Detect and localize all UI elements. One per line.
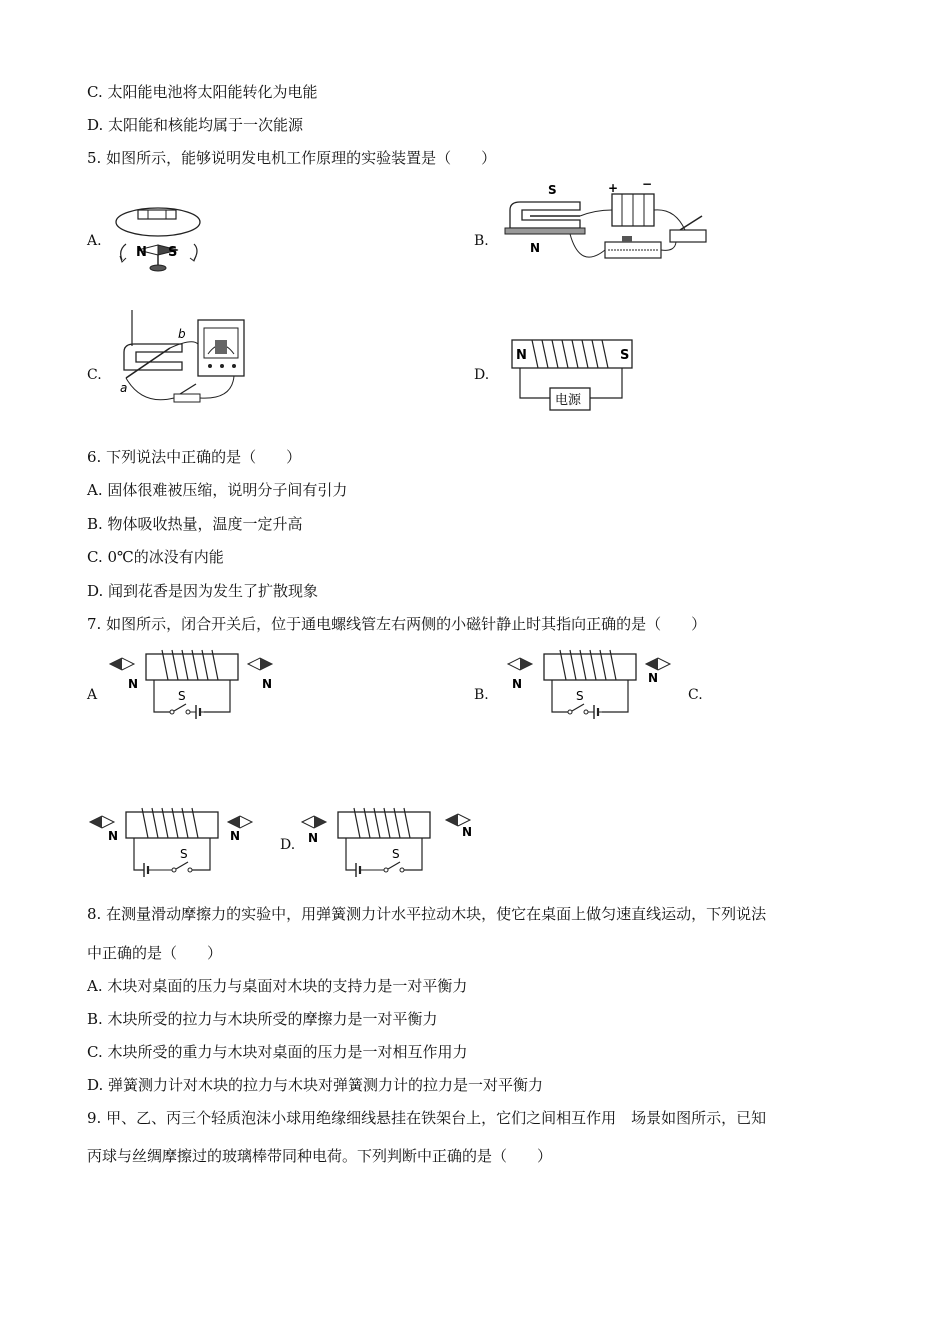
q7b-left-n: N <box>512 677 523 691</box>
q5d-source-label: 电源 <box>555 393 582 408</box>
q5b-plus-label: + <box>608 181 619 195</box>
q7c-right-n: N <box>230 829 241 843</box>
q5-figure-b <box>500 177 725 275</box>
q5b-n-label: N <box>530 241 541 255</box>
q5d-n-label: N <box>516 348 527 363</box>
q4-option-d: D. 太阳能和核能均属于一次能源 <box>87 116 304 134</box>
q8-stem-line1: 8. 在测量滑动摩擦力的实验中，用弹簧测力计水平拉动木块，使它在桌面上做匀速直线运动，下列说法 <box>87 905 767 923</box>
q7-label-c: C. <box>688 687 703 703</box>
q7c-left-n: N <box>108 829 119 843</box>
q7d-right-n: N <box>462 825 473 839</box>
q5b-s-label: S <box>548 183 557 197</box>
q6-option-b: B. 物体吸收热量，温度一定升高 <box>87 515 303 533</box>
q9-stem-line2: 丙球与丝绸摩擦过的玻璃棒带同种电荷。下列判断中正确的是（ ） <box>87 1147 553 1165</box>
q7a-right-n: N <box>262 677 273 691</box>
q5c-a-label: a <box>120 381 128 395</box>
q7b-switch-label: S <box>576 689 584 703</box>
q8-option-a: A. 木块对桌面的压力与桌面对木块的支持力是一对平衡力 <box>87 977 468 995</box>
q7-figure-b <box>506 650 686 722</box>
q7-stem: 7. 如图所示，闭合开关后，位于通电螺线管左右两侧的小磁针静止时其指向正确的是（ ） <box>87 615 707 633</box>
q9-stem-line1: 9. 甲、乙、丙三个轻质泡沫小球用绝缘细线悬挂在铁架台上，它们之间相互作用 场景如图所示，已知 <box>87 1109 767 1127</box>
q6-stem: 6. 下列说法中正确的是（ ） <box>87 448 302 466</box>
q5-label-a: A. <box>87 233 102 249</box>
q5-label-c: C. <box>87 367 102 383</box>
q7-label-b: B. <box>474 687 489 703</box>
q4-option-c: C. 太阳能电池将太阳能转化为电能 <box>87 83 318 101</box>
q5c-b-label: b <box>178 327 186 341</box>
q5-figure-c <box>112 308 257 408</box>
q7a-switch-label: S <box>178 689 186 703</box>
q7d-switch-label: S <box>392 847 400 861</box>
q7-figure-c <box>88 808 268 880</box>
q7c-switch-label: S <box>180 847 188 861</box>
q6-option-a: A. 固体很难被压缩，说明分子间有引力 <box>87 481 348 499</box>
q5-figure-d <box>510 338 640 416</box>
q5-label-d: D. <box>474 367 490 383</box>
q7d-left-n: N <box>308 831 319 845</box>
q7-label-d: D. <box>280 837 296 853</box>
q5a-s-label: S <box>168 245 178 260</box>
q7b-right-n: N <box>648 671 659 685</box>
q8-option-d: D. 弹簧测力计对木块的拉力与木块对弹簧测力计的拉力是一对平衡力 <box>87 1076 544 1094</box>
q6-option-c: C. 0℃的冰没有内能 <box>87 548 224 566</box>
q5d-s-label: S <box>620 348 630 363</box>
q8-option-c: C. 木块所受的重力与木块对桌面的压力是一对相互作用力 <box>87 1043 468 1061</box>
q5-figure-a <box>108 200 218 280</box>
q5-stem: 5. 如图所示，能够说明发电机工作原理的实验装置是（ ） <box>87 149 497 167</box>
q8-stem-line2: 中正确的是（ ） <box>87 944 223 962</box>
q6-option-d: D. 闻到花香是因为发生了扩散现象 <box>87 582 319 600</box>
q8-option-b: B. 木块所受的拉力与木块所受的摩擦力是一对平衡力 <box>87 1010 438 1028</box>
q7-figure-d <box>300 808 480 880</box>
q5b-minus-label: − <box>642 177 653 191</box>
q5-label-b: B. <box>474 233 489 249</box>
q7-figure-a <box>108 650 288 722</box>
q7-label-a: A <box>87 687 98 703</box>
q7a-left-n: N <box>128 677 139 691</box>
q5a-n-label: N <box>136 245 147 260</box>
